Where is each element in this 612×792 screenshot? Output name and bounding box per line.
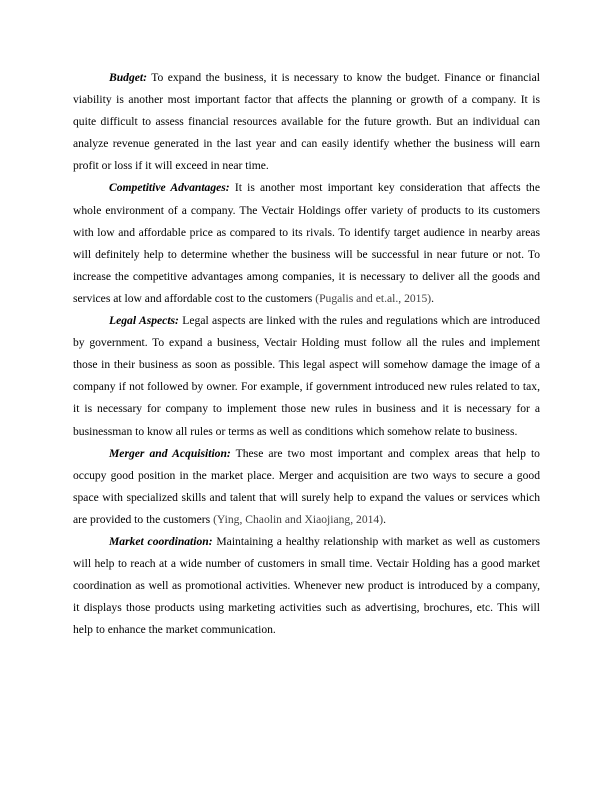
paragraph-text: These are two most important and complex areas that help to occupy good position in the market place. Merger and acquisition are two ways to secure a good space with specialized skills and talent that will surely help to expand the values or services which are provided to the customers (73, 446, 540, 526)
paragraph-text: Legal aspects are linked with the rules and regulations which are introduced by government. To expand a business, Vectair Holding must follow all the rules and implement those in their business as soon as possible. This legal aspect will somehow damage the image of a company if not followed by owner. For example, if government introduced new rules related to tax, it is necessary for company to implement those new rules in business and it is necessary for a businessman to know all rules or terms as well as conditions which somehow relate to business. (73, 314, 540, 438)
term-heading: Merger and Acquisition: (109, 446, 231, 460)
term-heading: Budget: (109, 71, 148, 84)
term-heading: Legal Aspects: (109, 314, 179, 328)
term-heading: Competitive Advantages: (109, 181, 230, 195)
paragraph-text: To expand the business, it is necessary to know the budget. Finance or financial viability is another most important factor that affects the planning or growth of a company. It is quite difficult to assess financial resources available for the future growth. But an individual can analyze revenue generated in the last year and can easily identify whether the business will earn profit or loss if it will exceed in near time. (73, 71, 540, 173)
paragraph-tail: . (383, 512, 386, 526)
paragraph-text: Maintaining a healthy relationship with market as well as customers will help to reach at a wide number of customers in small time. Vectair Holding has a good market coordination as well as promotional activities. Whenever new product is introduced by a company, it displays those products using marketing activities such as advertising, brochures, etc. This will help to enhance the market communication. (73, 534, 540, 637)
paragraph-budget (73, 67, 540, 177)
citation: (Pugalis and et.al., 2015) (315, 291, 432, 305)
document-page (73, 67, 540, 641)
paragraph-tail: . (431, 291, 435, 305)
term-heading: Market coordination: (109, 534, 213, 548)
paragraph-competitive-advantages (73, 177, 540, 310)
citation: (Ying, Chaolin and Xiaojiang, 2014) (213, 512, 384, 526)
paragraph-market-coordination (73, 531, 540, 641)
paragraph-text: It is another most important key consideration that affects the whole environment of a company. The Vectair Holdings offer variety of products to its customers with low and affordable price as compared to its rivals. To identify target audience in nearby areas will definitely help to determine whether the business will be successful in near future or not. To increase the competitive advantages among companies, it is necessary to deliver all the goods and services at low and affordable cost to the customers (73, 181, 541, 305)
paragraph-legal-aspects (73, 310, 540, 443)
paragraph-merger-acquisition (73, 443, 540, 531)
